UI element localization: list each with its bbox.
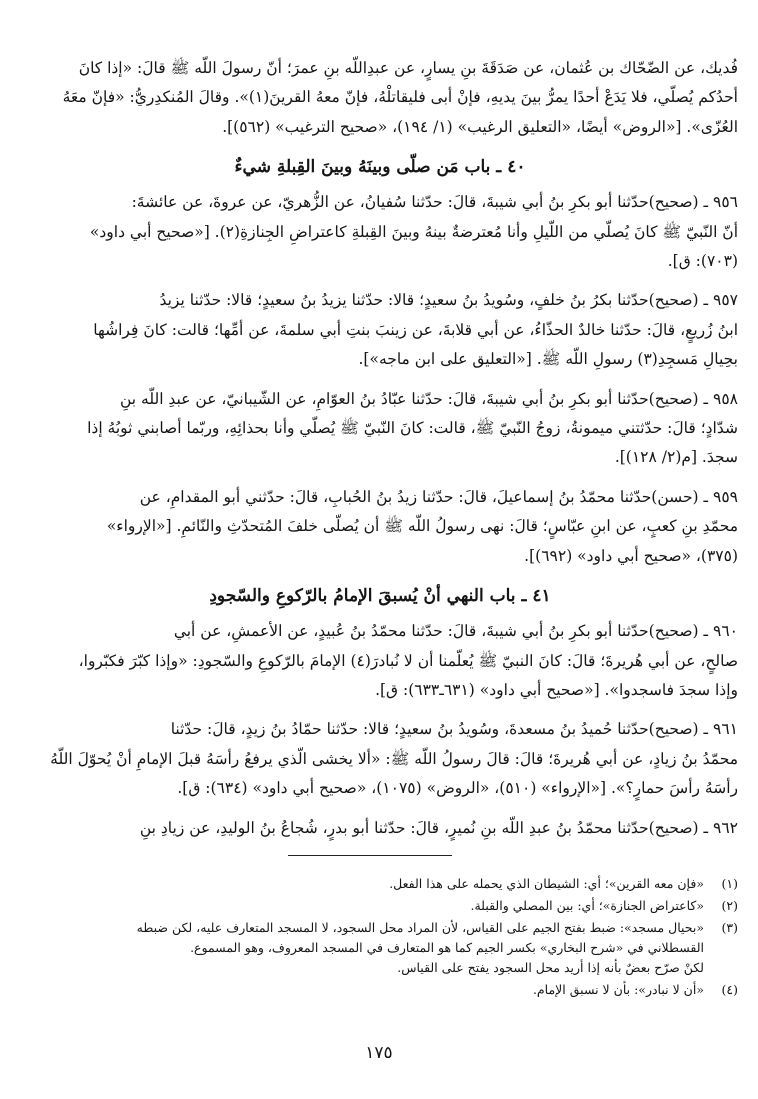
hadith-961 bbox=[22, 715, 738, 803]
hadith-text: حدّثنا أبو بكرِ بنُ أبي شيبةَ، قالَ: حدّثنا عبّادُ بنُ العوّامِ، عن الشّيبانيّ، عن عبدِ اللّه بنِ bbox=[119, 389, 649, 408]
hadith-number: ٩٥٩ ـ bbox=[703, 487, 738, 506]
text-line bbox=[22, 715, 738, 744]
page-number: ١٧٥ bbox=[365, 1043, 393, 1063]
hadith-grade: (صحيح) bbox=[648, 818, 699, 837]
hadith-grade: (صحيح) bbox=[648, 291, 699, 310]
hadith-number: ٩٦٢ ـ bbox=[703, 818, 738, 837]
hadith-962 bbox=[22, 814, 738, 843]
hadith-957 bbox=[22, 286, 738, 374]
hadith-text: حدّثنا حُميدُ بنُ مسعدةَ، وسُويدُ بنُ سعيدٍ؛ قالا: حدّثنا حمّادُ بنُ زيدٍ، قالَ: حدّثنا bbox=[170, 720, 649, 739]
chapter-heading-40: ٤٠ ـ باب مَن صلّى وبينَهُ وبينَ القِبلةِ شيءٌ bbox=[234, 157, 526, 178]
footnotes bbox=[22, 874, 738, 1002]
text-line bbox=[22, 385, 738, 414]
text-line: بحِيالِ مَسجِدِ(٣) رسولِ اللّه ﷺ. [«التعليق على ابن ماجه»]. bbox=[358, 350, 738, 369]
footnote bbox=[22, 874, 738, 894]
text-line: أحدُكم يُصلّي، فلا يَدَعْ أحدًا يمرُّ بينَ يديهِ، فإنْ أبى فليقاتلْهُ، فإنّ معهُ القرينَ(١)». وقالَ المُنكدِريُّ: «فإنّ معَهُ bbox=[62, 88, 738, 107]
text-line: (٣٧٥)، «صحيح أبي داود» (٦٩٢)]. bbox=[524, 546, 738, 565]
footnote bbox=[22, 896, 738, 916]
text-line: فُديك، عن الضّحّاك بن عُثمان، عن صَدَقَةَ بنِ يسارٍ، عن عبدِاللّه بنِ عمرَ؛ أنّ رسولَ اللّه ﷺ قالَ: «إذا كانَ bbox=[78, 59, 738, 77]
footnote-text bbox=[22, 874, 704, 894]
text-line: رأسَهُ رأسَ حمارٍ؟». [«الإرواء» (٥١٠)، «الروض» (١٠٧٥)، «صحيح أبي داود» (٦٣٤): ق]. bbox=[177, 779, 738, 798]
text-line bbox=[22, 617, 738, 646]
hadith-grade: (صحيح) bbox=[648, 389, 699, 408]
footnote-number: (٣) bbox=[721, 920, 738, 935]
footnote-line: «كاعتراض الجنازة»؛ أي: بين المصلي والقبلة. bbox=[470, 898, 704, 913]
footnote bbox=[22, 918, 738, 978]
footnote-number: (٢) bbox=[721, 898, 738, 913]
hadith-number: ٩٦١ ـ bbox=[703, 720, 738, 739]
hadith-958 bbox=[22, 385, 738, 473]
paragraph-continuation bbox=[22, 54, 738, 142]
text-line bbox=[22, 286, 738, 315]
main-text bbox=[22, 54, 738, 853]
text-line bbox=[22, 188, 738, 217]
text-line: سجدَ. [م(٢/ ١٢٨)]. bbox=[614, 448, 738, 467]
hadith-text: حدّثنا محمّدُ بنُ عبدِ اللّه بنِ نُميرٍ، قالَ: حدّثنا أبو بدرٍ، شُجاعُ بنُ الوليدِ، عن زيادِ بنِ bbox=[139, 818, 649, 837]
footnote-line: «فإن معه القرين»؛ أي: الشيطان الذي يحمله على هذا الفعل. bbox=[389, 876, 704, 891]
text-line: (٧٠٣): ق]. bbox=[667, 252, 738, 271]
footnote-line: «أن لا نبادر»: بأن لا نسبق الإمام. bbox=[532, 982, 704, 997]
text-line bbox=[22, 814, 738, 843]
hadith-grade: (صحيح) bbox=[648, 193, 699, 212]
hadith-grade: (صحيح) bbox=[648, 622, 699, 641]
footnote-line: القسطلاني في «شرح البخاري» بكسر الجيم كما هو المتعارف في المسجد المعروف، وهو المسموع. bbox=[190, 940, 704, 955]
hadith-number: ٩٥٧ ـ bbox=[703, 291, 738, 310]
text-line: وإذا سجدَ فاسجدوا». [«صحيح أبي داود» (٦٣١ـ٦٣٣): ق]. bbox=[375, 680, 738, 699]
footnote-divider bbox=[288, 855, 452, 856]
text-line: العُزّى». [«الروض» أيضًا، «التعليق الرغيب» (١/ ١٩٤)، «صحيح الترغيب» (٥٦٢)]. bbox=[222, 117, 738, 136]
footnote-text bbox=[22, 918, 704, 978]
footnote-line: «بحيال مسجد»: ضبط بفتح الجيم على القياس، لأن المراد محل السجود، لا المسجد المتعارف عليه، لكن ضبطه bbox=[136, 920, 704, 935]
hadith-text: حدّثنا أبو بكرِ بنُ أبي شيبةَ، قالَ: حدّثنا سُفيانُ، عن الزُّهريّ، عن عروةَ، عن عائشةَ: bbox=[131, 193, 649, 212]
hadith-text: حدّثنا أبو بكرِ بنُ أبي شيبةَ، قالَ: حدّثنا محمّدُ بنُ عُبيدٍ، عن الأعمشِ، عن أبي bbox=[173, 622, 649, 641]
hadith-text: حدّثنا بكرُ بنُ خلفٍ، وسُويدُ بنُ سعيدٍ؛ قالا: حدّثنا يزيدُ بنُ سعيدٍ؛ قالا: حدّثنا يزيدُ bbox=[159, 291, 649, 310]
footnote-line: لكنْ صرّح بعضٌ بأنه إذا أريد محل السجود يفتح على القياس. bbox=[397, 960, 704, 975]
hadith-959 bbox=[22, 483, 738, 571]
text-line: شدّادٍ؛ قالَ: حدّثتني ميمونةُ، زوجُ النّبيّ ﷺ، قالت: كانَ النّبيّ ﷺ يُصلّي وأنا بحذائِهِ، وربّما أصابني ثوبُهُ إذا bbox=[87, 419, 738, 438]
text-line: ابنُ زُريعٍ، قالَ: حدّثنا خالدٌ الحذّاءُ، عن أبي قلابةَ، عن زينبَ بنتِ أبي سلمةَ، عن أمِّها؛ قالت: كانَ فِراشُها bbox=[93, 320, 738, 339]
footnote-text bbox=[22, 896, 704, 916]
text-line bbox=[22, 483, 738, 512]
hadith-grade: (حسن) bbox=[651, 487, 699, 506]
hadith-text: حدّثنا محمّدُ بنُ إسماعيلَ، قالَ: حدّثنا زيدُ بنُ الحُبابِ، قالَ: حدّثني أبو المقدامِ، عن bbox=[139, 487, 652, 506]
footnote bbox=[22, 980, 738, 1000]
hadith-grade: (صحيح) bbox=[648, 720, 699, 739]
hadith-number: ٩٥٦ ـ bbox=[703, 193, 738, 212]
footnote-number: (٤) bbox=[721, 982, 738, 997]
chapter-heading-41: ٤١ ـ باب النهي أنْ يُسبقَ الإمامُ بالرّكوعِ والسّجودِ bbox=[209, 586, 551, 607]
text-line: محمّدُ بنُ زيادٍ، عن أبي هُريرةَ؛ قالَ: قالَ رسولُ اللّه ﷺ: «ألا يخشى الّذي يرفعُ رأسَهُ قبلَ الإمامِ أنْ يُحوّلَ اللّهُ bbox=[50, 749, 738, 768]
hadith-956 bbox=[22, 188, 738, 276]
text-line: صالحٍ، عن أبي هُريرةَ؛ قالَ: كانَ النبيّ ﷺ يُعلّمنا أن لا نُبادرَ(٤) الإمامَ بالرّكوعِ والسّجودِ: «وإذا كبّرَ فكبّروا، bbox=[78, 651, 738, 670]
text-line: أنّ النّبيّ ﷺ كانَ يُصلّي من اللّيلِ وأنا مُعترضةٌ بينهُ وبينَ القِبلةِ كاعتراضِ الجِنازةِ(٢). [«صحيح أبي داود» bbox=[89, 222, 738, 241]
hadith-number: ٩٥٨ ـ bbox=[703, 389, 738, 408]
footnote-text bbox=[22, 980, 704, 1000]
hadith-number: ٩٦٠ ـ bbox=[703, 622, 738, 641]
footnote-number: (١) bbox=[721, 876, 738, 891]
text-line: محمّدِ بنِ كعبٍ، عن ابنِ عبّاسٍ؛ قالَ: نهى رسولُ اللّه ﷺ أن يُصلّى خلفَ المُتحدّثِ والنّائمِ. [«الإرواء» bbox=[106, 517, 738, 536]
hadith-960 bbox=[22, 617, 738, 705]
